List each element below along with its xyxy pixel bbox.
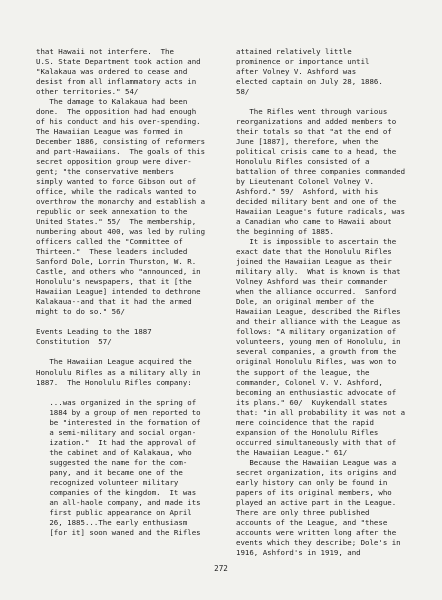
text-line: The Hawaiian League was formed in xyxy=(36,127,183,137)
text-line: occurred simultaneously with that of xyxy=(236,437,397,447)
text-line: recognized volunteer military xyxy=(36,477,179,487)
text-line: suggested the name for the com- xyxy=(36,457,188,467)
text-line: December 1886, consisting of reformers xyxy=(36,137,206,147)
text-line: 1916, Ashford's in 1919, and xyxy=(236,547,361,557)
text-line: first public appearance on April xyxy=(36,507,192,517)
text-line: the cabinet and of Kalakaua, who xyxy=(36,447,192,457)
text-line: several companies, a growth from the xyxy=(236,347,397,357)
text-line: a Canadian who came to Hawaii about xyxy=(236,217,392,227)
text-line: other territories." 54/ xyxy=(36,87,139,97)
text-line: mere coincidence that the rapid xyxy=(236,417,374,427)
text-line xyxy=(36,388,232,398)
text-line: commander, Colonel V. V. Ashford, xyxy=(236,377,383,387)
text-line: 58/ xyxy=(236,87,250,97)
right-text-column xyxy=(236,47,432,558)
text-line: accounts were written long after the xyxy=(236,527,397,537)
text-line: Ashford." 59/ Ashford, with his xyxy=(236,187,379,197)
text-line: secret organization, its origins and xyxy=(236,467,397,477)
text-line: The Rifles went through various xyxy=(236,107,388,117)
text-line: by Lieutenant Colonel Volney V. xyxy=(236,177,374,187)
text-line: expansion of the Honolulu Rifles xyxy=(236,427,379,437)
text-line: joined the Hawaiian League as their xyxy=(236,257,392,267)
text-line: Honolulu Rifles as a military ally in xyxy=(36,367,201,377)
text-line: pany, and it became one of the xyxy=(36,467,183,477)
text-line: Castle, and others who "announced, in xyxy=(36,267,201,277)
text-line: "Kalakaua was ordered to cease and xyxy=(36,67,188,77)
text-line: when the alliance occurred. Sanford xyxy=(236,287,397,297)
text-line: 1887. The Honolulu Rifles company: xyxy=(36,377,192,387)
text-line: battalion of three companies commanded xyxy=(236,167,406,177)
text-line: The damage to Kalakaua had been xyxy=(36,97,188,107)
text-line: overthrow the monarchy and establish a xyxy=(36,197,206,207)
text-line: after Volney V. Ashford was xyxy=(236,67,357,77)
text-line: their totals so that "at the end of xyxy=(236,127,392,137)
text-line: Volney Ashford was their commander xyxy=(236,277,388,287)
text-line: ization." It had the approval of xyxy=(36,437,197,447)
text-line: the support of the league, the xyxy=(236,367,370,377)
text-line: Hawaiian League's future radicals, was xyxy=(236,207,406,217)
text-line: that: "in all probability it was not a xyxy=(236,407,406,417)
text-line: officers called the "Committee of xyxy=(36,237,183,247)
text-line: office, while the radicals wanted to xyxy=(36,187,197,197)
text-line: the Hawaiian League." 61/ xyxy=(236,447,348,457)
text-line: follows: "A military organization of xyxy=(236,327,397,337)
text-line: volunteers, young men of Honolulu, in xyxy=(236,337,401,347)
text-line: republic or seek annexation to the xyxy=(36,207,188,217)
text-line: exact date that the Honolulu Rifles xyxy=(236,247,392,257)
text-line: The Hawaiian League acquired the xyxy=(36,357,192,367)
text-line: Because the Hawaiian League was a xyxy=(236,457,397,467)
text-line: Honolulu's newspapers, that it [the xyxy=(36,277,192,287)
text-line: Events Leading to the 1887 xyxy=(36,327,152,337)
text-line: papers of its original members, who xyxy=(236,487,392,497)
text-line: ...was organized in the spring of xyxy=(36,397,197,407)
text-line: prominence or importance until xyxy=(236,57,370,67)
text-line: and their alliance with the League as xyxy=(236,317,401,327)
text-line: the beginning of 1885. xyxy=(236,227,334,237)
text-line: Kalakaua--and that it had the armed xyxy=(36,297,192,307)
text-line: reorganizations and added members to xyxy=(236,117,397,127)
text-line: its plans." 60/ Kuykendall states xyxy=(236,397,388,407)
text-line: early history can only be found in xyxy=(236,477,388,487)
text-line: [for it] soon waned and the Rifles xyxy=(36,527,201,537)
text-line xyxy=(36,347,232,357)
text-line: political crisis came to a head, the xyxy=(236,147,397,157)
text-line: Dole, an original member of the xyxy=(236,297,374,307)
text-line: be "interested in the formation of xyxy=(36,417,201,427)
page-number: 272 xyxy=(214,564,228,573)
text-line: a semi-military and social organ- xyxy=(36,427,197,437)
text-line: events which they describe; Dole's in xyxy=(236,537,401,547)
text-line: Thirteen." These leaders included xyxy=(36,247,188,257)
text-line: gent; "the conservative members xyxy=(36,167,174,177)
left-text-column xyxy=(36,47,232,538)
text-line: Sanford Dole, Lorrin Thurston, W. R. xyxy=(36,257,197,267)
text-line: elected captain on July 28, 1886. xyxy=(236,77,383,87)
text-line: companies of the kingdom. It was xyxy=(36,487,197,497)
text-line: of his conduct and his over-spending. xyxy=(36,117,201,127)
text-line: might to do so." 56/ xyxy=(36,307,125,317)
text-line: an all-haole company, and made its xyxy=(36,497,201,507)
text-line: original Honolulu Rifles, was won to xyxy=(236,357,397,367)
text-line: Hawaiian League] intended to dethrone xyxy=(36,287,201,297)
text-line: accounts of the League, and "these xyxy=(236,517,388,527)
text-line: There are only three published xyxy=(236,507,370,517)
text-line: decided military bent and one of the xyxy=(236,197,397,207)
text-line: that Hawaii not interfere. The xyxy=(36,47,174,56)
text-line: military ally. What is known is that xyxy=(236,267,401,277)
text-line: desist from all inflammatory acts in xyxy=(36,77,197,87)
text-line: United States." 55/ The membership, xyxy=(36,217,197,227)
text-line xyxy=(36,317,232,327)
text-line: becoming an enthusiastic advocate of xyxy=(236,387,397,397)
text-line: June [1887], therefore, when the xyxy=(236,137,379,147)
text-line: Constitution 57/ xyxy=(36,337,112,347)
text-line: and part-Hawaiians. The goals of this xyxy=(36,147,206,157)
text-line: played an active part in the League. xyxy=(236,497,397,507)
text-line: numbering about 400, was led by ruling xyxy=(36,227,206,237)
text-line: Honolulu Rifles consisted of a xyxy=(236,157,370,167)
text-line: Hawaiian League, described the Rifles xyxy=(236,307,401,317)
text-line: done. The opposition had had enough xyxy=(36,107,197,117)
text-line: 1884 by a group of men reported to xyxy=(36,407,201,417)
text-line: simply wanted to force Gibson out of xyxy=(36,177,197,187)
text-line: secret opposition group were diver- xyxy=(36,157,192,167)
text-line: It is impossible to ascertain the xyxy=(236,237,397,247)
text-line: attained relatively little xyxy=(236,47,352,56)
text-line: 26, 1885...The early enthusiasm xyxy=(36,517,188,527)
text-line xyxy=(236,97,432,107)
text-line: U.S. State Department took action and xyxy=(36,57,201,67)
